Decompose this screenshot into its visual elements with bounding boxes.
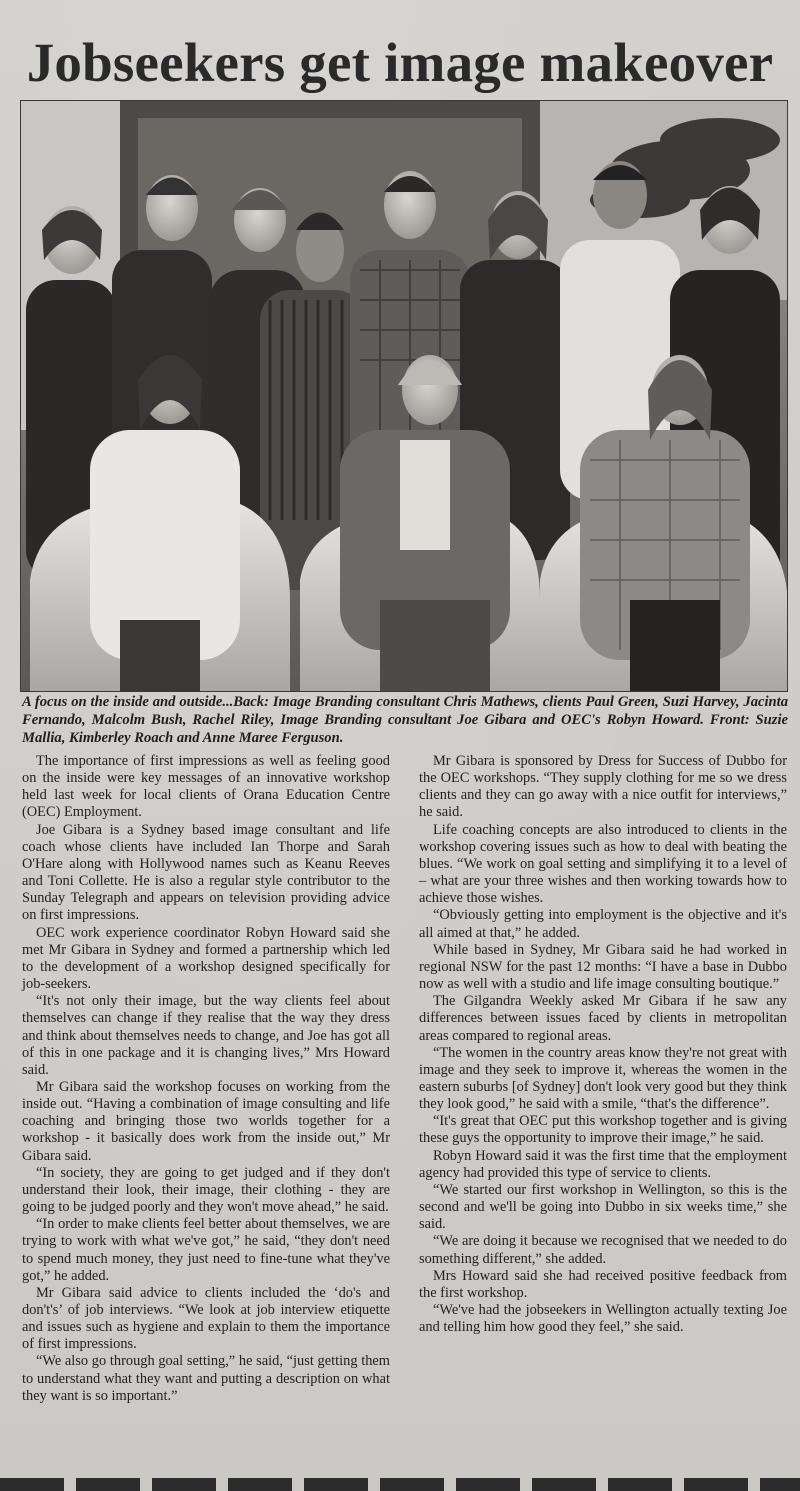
paragraph: Joe Gibara is a Sydney based image consultant and life coach whose clients have included Ian Thorpe and Sarah O'Hare along with Hollywood names such as Keanu Reeves and Toni Collette. He is also a regular style contributor to the Sunday Telegraph and appears on television providing advice on first impressions. (22, 821, 390, 924)
paragraph: The importance of first impressions as well as feeling good on the inside were key messages of an innovative workshop held last week for local clients of Orana Education Centre (OEC) Employment. (22, 753, 390, 821)
paragraph: “It's great that OEC put this workshop together and is giving these guys the opportunity to improve their image,” he said. (419, 1113, 787, 1147)
paragraph: While based in Sydney, Mr Gibara said he had worked in regional NSW for the past 12 months: “I have a base in Dubbo now as well with a studio and life image consulting boutique.” (419, 941, 787, 993)
paragraph: Mr Gibara said the workshop focuses on working from the inside out. “Having a combination of image consulting and life coaching and bringing those two worlds together for a workshop - it basically does work from the inside out,” Mr Gibara said. (22, 1078, 390, 1164)
paragraph: Life coaching concepts are also introduced to clients in the workshop covering issues such as how to deal with beating the blues. “We work on goal setting and simplifying it to a level of – what are your three wishes and then working towards how to achieve those wishes. (419, 821, 787, 907)
group-photo (20, 100, 788, 692)
paragraph: “Obviously getting into employment is the objective and it's all aimed at that,” he added. (419, 907, 787, 941)
paragraph: Robyn Howard said it was the first time that the employment agency had provided this type of service to clients. (419, 1147, 787, 1181)
headline: Jobseekers get image makeover (26, 32, 774, 93)
paragraph: “We are doing it because we recognised that we needed to do something different,” she added. (419, 1233, 787, 1267)
paragraph: Mr Gibara is sponsored by Dress for Success of Dubbo for the OEC workshops. “They supply clothing for me so we dress clients and they can go away with a nice outfit for interviews,” he said. (419, 753, 787, 821)
paragraph: OEC work experience coordinator Robyn Howard said she met Mr Gibara in Sydney and formed a partnership which led to the development of a workshop designed specifically for job-seekers. (22, 924, 390, 993)
photo-caption: A focus on the inside and outside...Back: Image Branding consultant Chris Mathews, clients Paul Green, Suzi Harvey, Jacinta Fernando, Malcolm Bush, Rachel Riley, Image Branding consultant Joe Gibara and OEC's Robyn Howard. Front: Suzie Mallia, Kimberley Roach and Anne Maree Ferguson. (22, 694, 788, 746)
paragraph: “The women in the country areas know they're not great with image and they seek to improve it, whereas the women in the eastern suburbs [of Sydney] don't look very good but they think they look good,” he said with a smile, “that's the difference”. (419, 1044, 787, 1113)
paragraph: “We've had the jobseekers in Wellington actually texting Joe and telling him how good they feel,” she said. (419, 1302, 787, 1336)
paragraph: “It's not only their image, but the way clients feel about themselves can change if they realise that the way they dress and think about themselves needs to change, and Joe has got all of this in one package and it is changing lives,” Mrs Howard said. (22, 993, 390, 1078)
paragraph: “In order to make clients feel better about themselves, we are trying to work with what we've got,” he said, “they don't need to spend much money, they just need to fine-tune what they've got,” he added. (22, 1216, 390, 1284)
paragraph: The Gilgandra Weekly asked Mr Gibara if he saw any differences between issues faced by clients in metropolitan areas compared to regional areas. (419, 993, 787, 1044)
paragraph: Mr Gibara said advice to clients included the ‘do's and don't's’ of job interviews. “We look at job interview etiquette and issues such as hygiene and explain to them the importance of first impressions. (22, 1284, 390, 1353)
paragraph: “We also go through goal setting,” he said, “just getting them to understand what they want and putting a description on what they want is so important.” (22, 1353, 390, 1404)
article-column-right (419, 753, 787, 1336)
paragraph: Mrs Howard said she had received positive feedback from the first workshop. (419, 1267, 787, 1301)
bottom-edge-rule (0, 1478, 800, 1491)
paragraph: “In society, they are going to get judged and if they don't understand their look, their image, their clothing - they are going to be judged poorly and they won't move ahead,” he said. (22, 1164, 390, 1216)
paragraph: “We started our first workshop in Wellington, so this is the second and we'll be going into Dubbo in six weeks time,” she said. (419, 1181, 787, 1233)
article-column-left (22, 753, 390, 1405)
